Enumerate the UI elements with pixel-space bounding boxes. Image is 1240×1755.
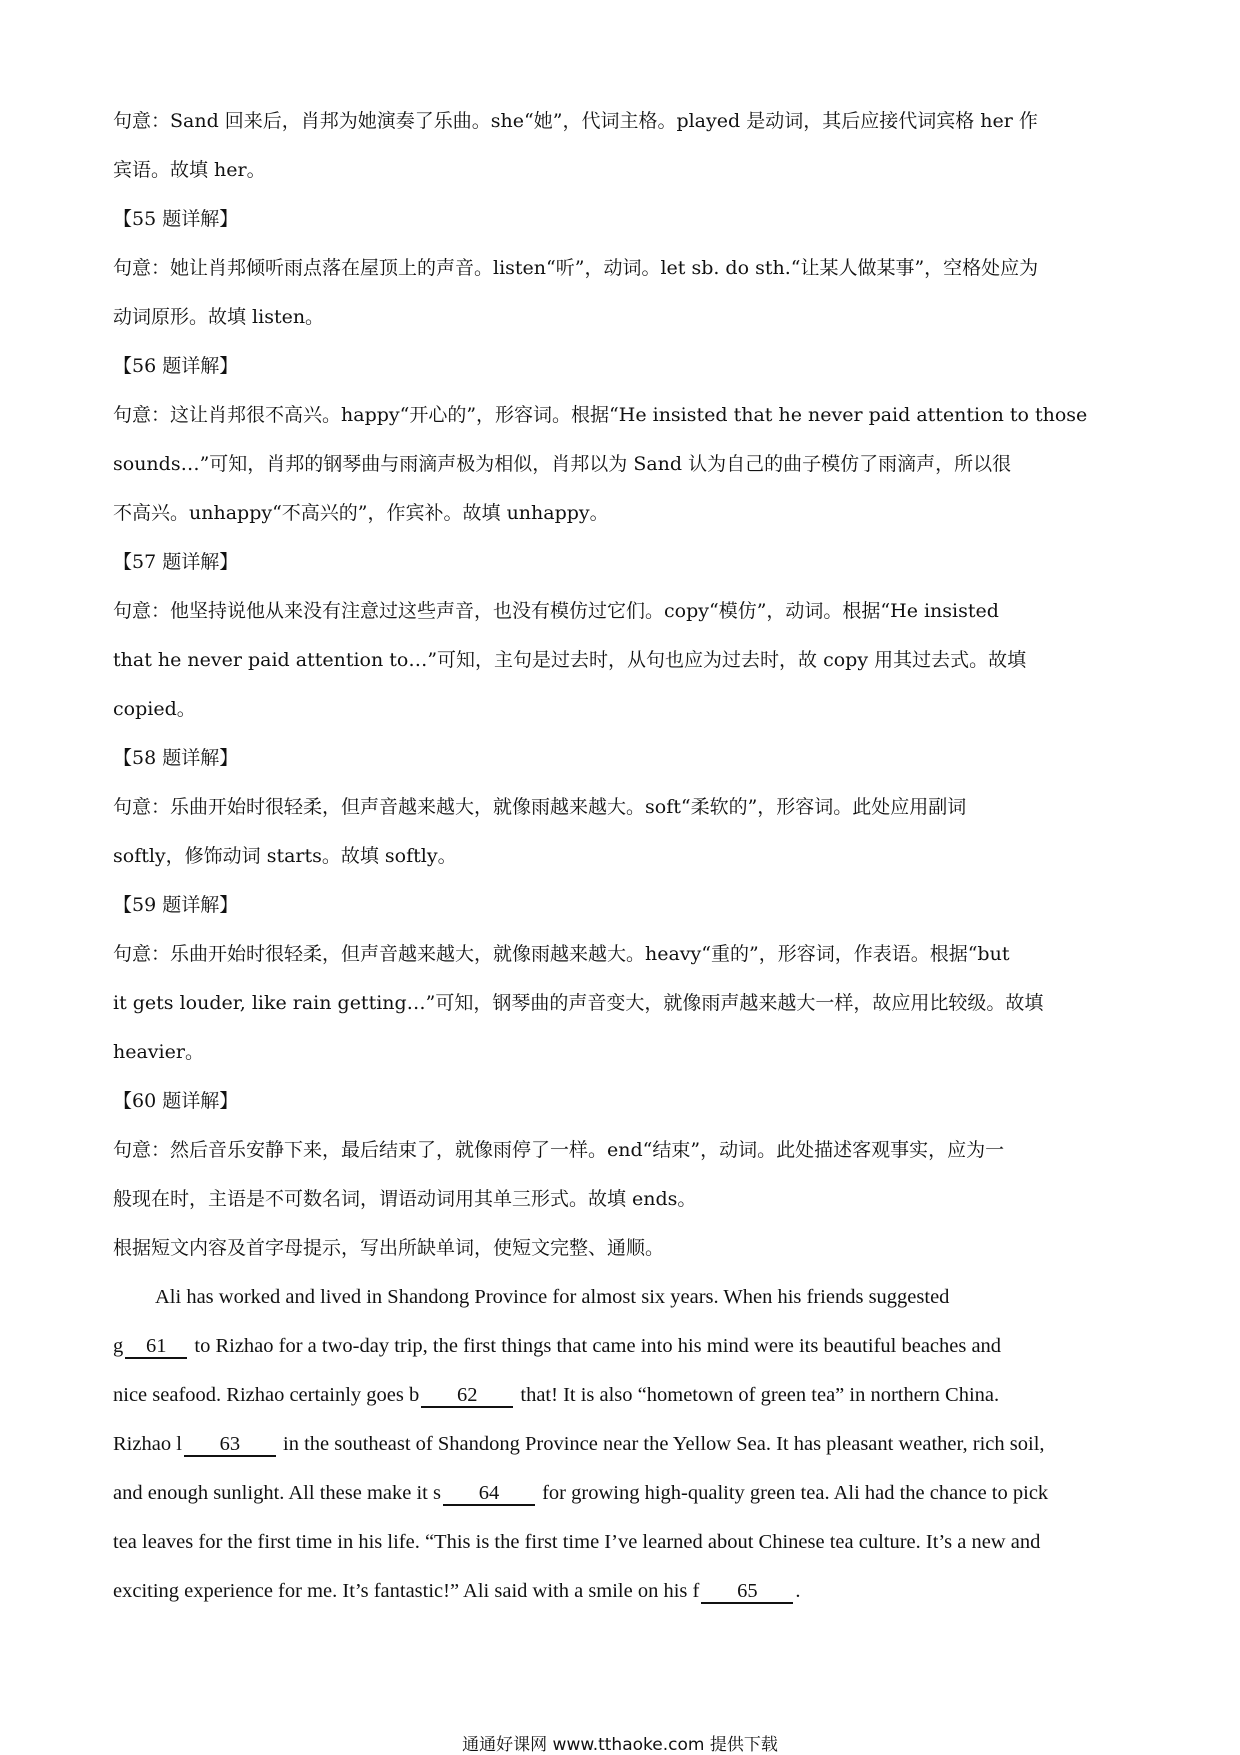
- text-line: that he never paid attention to…”可知，主句是过去时，从句也应为过去时，故 copy 用其过去式。故填: [113, 649, 1027, 671]
- question-heading: 【56 题详解】: [113, 355, 239, 377]
- passage-line: [113, 1567, 1133, 1616]
- page-content: [113, 97, 1133, 1616]
- blank-63: 63: [184, 1433, 276, 1457]
- cloze-passage: [113, 1273, 1133, 1616]
- text-line: 句意：这让肖邦很不高兴。happy“开心的”，形容词。根据“He insisted that he never paid attention to those: [113, 404, 1088, 426]
- section-instruction: 根据短文内容及首字母提示，写出所缺单词，使短文完整、通顺。: [113, 1237, 665, 1259]
- passage-text: exciting experience for me. It’s fantastic!” Ali said with a smile on his f: [113, 1580, 700, 1602]
- text-line: softly，修饰动词 starts。故填 softly。: [113, 845, 457, 867]
- text-line: 句意：乐曲开始时很轻柔，但声音越来越大，就像雨越来越大。soft“柔软的”，形容词。此处应用副词: [113, 796, 967, 818]
- passage-line: tea leaves for the first time in his life. “This is the first time I’ve learned about Chinese tea culture. It’s a new and: [113, 1531, 1041, 1553]
- explanation-59: [113, 881, 1133, 1077]
- page-footer: 通通好课网 www.tthaoke.com 提供下载: [462, 1735, 778, 1755]
- text-line: 不高兴。unhappy“不高兴的”，作宾补。故填 unhappy。: [113, 502, 609, 524]
- text-line: 句意：Sand 回来后，肖邦为她演奏了乐曲。she“她”，代词主格。played 是动词，其后应接代词宾格 her 作: [113, 110, 1038, 132]
- passage-line: [113, 1469, 1133, 1518]
- blank-62: 62: [421, 1384, 513, 1408]
- passage-line: [113, 1322, 1133, 1371]
- explanation-57: [113, 538, 1133, 734]
- question-heading: 【55 题详解】: [113, 208, 239, 230]
- text-line: copied。: [113, 698, 196, 720]
- text-line: heavier。: [113, 1041, 204, 1063]
- question-heading: 【58 题详解】: [113, 747, 239, 769]
- passage-text: for growing high-quality green tea. Ali had the chance to pick: [536, 1482, 1049, 1504]
- question-heading: 【60 题详解】: [113, 1090, 239, 1112]
- passage-text: Rizhao l: [113, 1433, 182, 1455]
- passage-text: and enough sunlight. All these make it s: [113, 1482, 441, 1504]
- passage-text: g: [113, 1335, 124, 1357]
- explanation-60: [113, 1077, 1133, 1224]
- passage-text: that! It is also “hometown of green tea” in northern China.: [515, 1384, 1000, 1406]
- passage-text: nice seafood. Rizhao certainly goes b: [113, 1384, 420, 1406]
- passage-text: to Rizhao for a two-day trip, the first things that came into his mind were its beautiful beaches and: [189, 1335, 1002, 1357]
- passage-line: [113, 1420, 1133, 1469]
- question-heading: 【59 题详解】: [113, 894, 239, 916]
- explanation-56: [113, 342, 1133, 538]
- blank-65: 65: [701, 1580, 793, 1604]
- text-line: it gets louder, like rain getting…”可知，钢琴曲的声音变大，就像雨声越来越大一样，故应用比较级。故填: [113, 992, 1044, 1014]
- blank-64: 64: [443, 1482, 535, 1506]
- explanation-55: [113, 195, 1133, 342]
- passage-line: Ali has worked and lived in Shandong Province for almost six years. When his friends suggested: [155, 1286, 950, 1308]
- text-line: 句意：乐曲开始时很轻柔，但声音越来越大，就像雨越来越大。heavy“重的”，形容词，作表语。根据“but: [113, 943, 1010, 965]
- explanation-58: [113, 734, 1133, 881]
- text-line: 句意：然后音乐安静下来，最后结束了，就像雨停了一样。end“结束”，动词。此处描述客观事实，应为一: [113, 1139, 1005, 1161]
- passage-text: in the southeast of Shandong Province near the Yellow Sea. It has pleasant weather, rich soil,: [277, 1433, 1045, 1455]
- question-heading: 【57 题详解】: [113, 551, 239, 573]
- text-line: sounds…”可知，肖邦的钢琴曲与雨滴声极为相似，肖邦以为 Sand 认为自己的曲子模仿了雨滴声，所以很: [113, 453, 1012, 475]
- text-line: 动词原形。故填 listen。: [113, 306, 325, 328]
- text-line: 宾语。故填 her。: [113, 159, 266, 181]
- text-line: 句意：他坚持说他从来没有注意过这些声音，也没有模仿过它们。copy“模仿”，动词。根据“He insisted: [113, 600, 999, 622]
- text-line: 般现在时，主语是不可数名词，谓语动词用其单三形式。故填 ends。: [113, 1188, 697, 1210]
- passage-line: [113, 1371, 1133, 1420]
- text-line: 句意：她让肖邦倾听雨点落在屋顶上的声音。listen“听”，动词。let sb. do sth.“让某人做某事”，空格处应为: [113, 257, 1039, 279]
- blank-61: 61: [125, 1335, 187, 1359]
- passage-text: .: [795, 1580, 801, 1602]
- explanation-54-tail: [113, 97, 1133, 195]
